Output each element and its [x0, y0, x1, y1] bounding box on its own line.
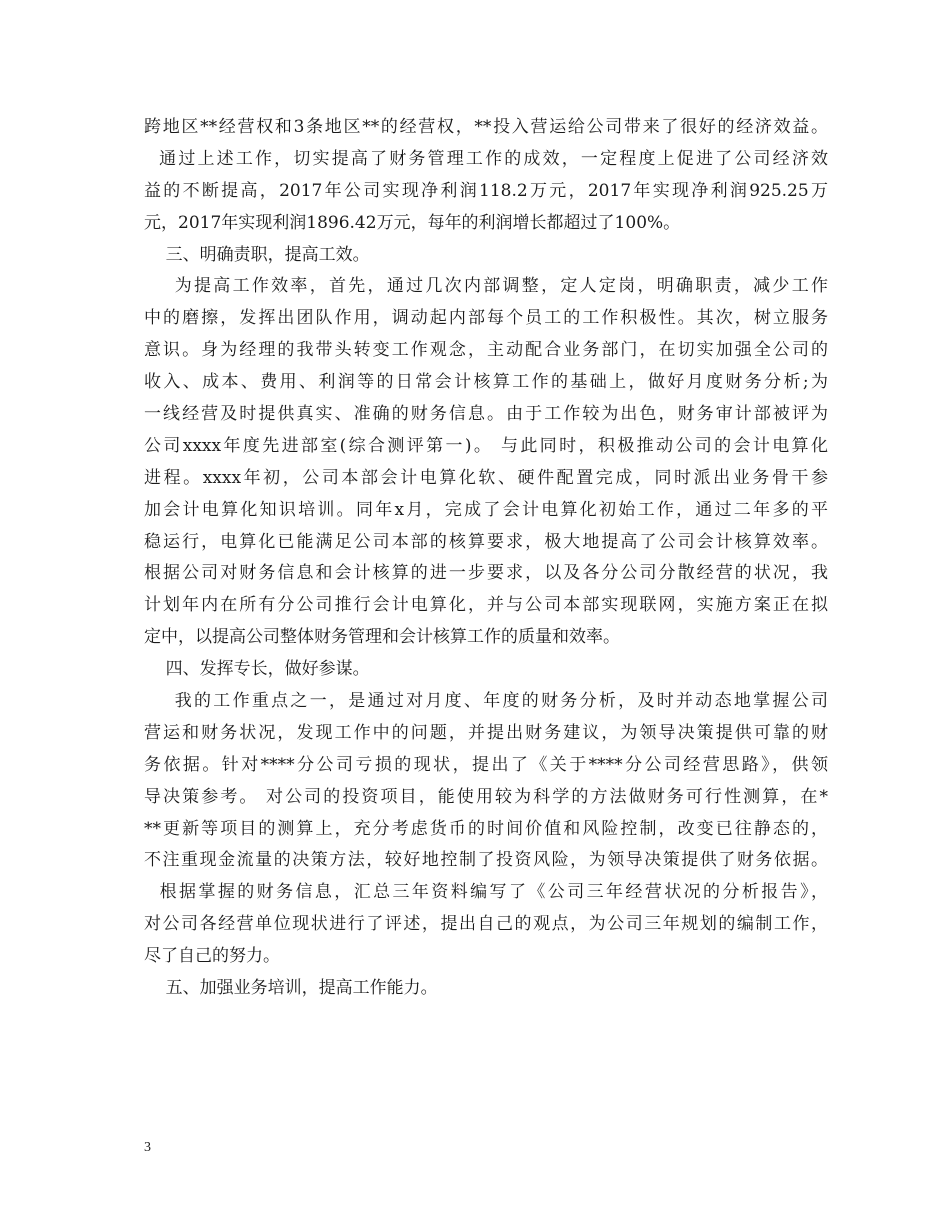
text-line: 加会计电算化知识培训。同年x月，完成了会计电算化初始工作，通过二年多的平: [144, 499, 828, 520]
text-line: 四、发挥专长，做好参谋。: [144, 659, 370, 680]
page-number: 3: [144, 1140, 151, 1155]
text-line: 通过上述工作，切实提高了财务管理工作的成效，一定程度上促进了公司经济效: [144, 148, 828, 169]
text-line: 务依据。针对****分公司亏损的现状，提出了《关于****分公司经营思路》，供领: [144, 754, 828, 775]
text-line: 尽了自己的努力。: [144, 946, 280, 967]
text-line: 对公司各经营单位现状进行了评述，提出自己的观点，为公司三年规划的编制工作，: [144, 914, 828, 935]
text-line: 三、明确责职，提高工效。: [144, 244, 370, 265]
text-line: 我的工作重点之一，是通过对月度、年度的财务分析，及时并动态地掌握公司: [144, 691, 828, 712]
text-line: 营运和财务状况，发现工作中的问题，并提出财务建议，为领导决策提供可靠的财: [144, 722, 828, 743]
text-line: 一线经营及时提供真实、准确的财务信息。由于工作较为出色，财务审计部被评为: [144, 404, 828, 425]
text-line: 益的不断提高，2017年公司实现净利润118.2万元，2017年实现净利润925.25万: [144, 180, 828, 201]
text-line: 收入、成本、费用、利润等的日常会计核算工作的基础上，做好月度财务分析;为: [144, 372, 828, 393]
text-line: 根据公司对财务信息和会计核算的进一步要求，以及各分公司分散经营的状况，我: [144, 563, 828, 584]
text-line: 计划年内在所有分公司推行会计电算化，并与公司本部实现联网，实施方案正在拟: [144, 595, 828, 616]
text-line: 定中，以提高公司整体财务管理和会计核算工作的质量和效率。: [144, 627, 620, 648]
text-line: 根据掌握的财务信息，汇总三年资料编写了《公司三年经营状况的分析报告》，: [144, 882, 828, 903]
text-line: 不注重现金流量的决策方法，较好地控制了投资风险，为领导决策提供了财务依据。: [144, 850, 828, 871]
text-line: 进程。xxxx年初，公司本部会计电算化软、硬件配置完成，同时派出业务骨干参: [144, 467, 828, 488]
text-line: 跨地区**经营权和3条地区**的经营权，**投入营运给公司带来了很好的经济效益。: [144, 117, 828, 137]
text-line: 元，2017年实现利润1896.42万元，每年的利润增长都超过了100%。: [144, 212, 681, 233]
text-line: 为提高工作效率，首先，通过几次内部调整，定人定岗，明确职责，减少工作: [144, 276, 828, 297]
text-line: 中的磨擦，发挥出团队作用，调动起内部每个员工的工作积极性。其次，树立服务: [144, 308, 828, 329]
text-line: 意识。身为经理的我带头转变工作观念，主动配合业务部门，在切实加强全公司的: [144, 340, 828, 361]
text-line: 稳运行，电算化已能满足公司本部的核算要求，极大地提高了公司会计核算效率。: [144, 531, 828, 552]
text-line: 五、加强业务培训，提高工作能力。: [144, 978, 438, 999]
text-line: 导决策参考。 对公司的投资项目，能使用较为科学的方法做财务可行性测算，在*: [144, 786, 828, 807]
text-line: 公司xxxx年度先进部室(综合测评第一)。 与此同时，积极推动公司的会计电算化: [144, 435, 828, 456]
document-body: [144, 112, 828, 1005]
text-line: **更新等项目的测算上，充分考虑货币的时间价值和风险控制，改变已往静态的，: [144, 818, 828, 839]
